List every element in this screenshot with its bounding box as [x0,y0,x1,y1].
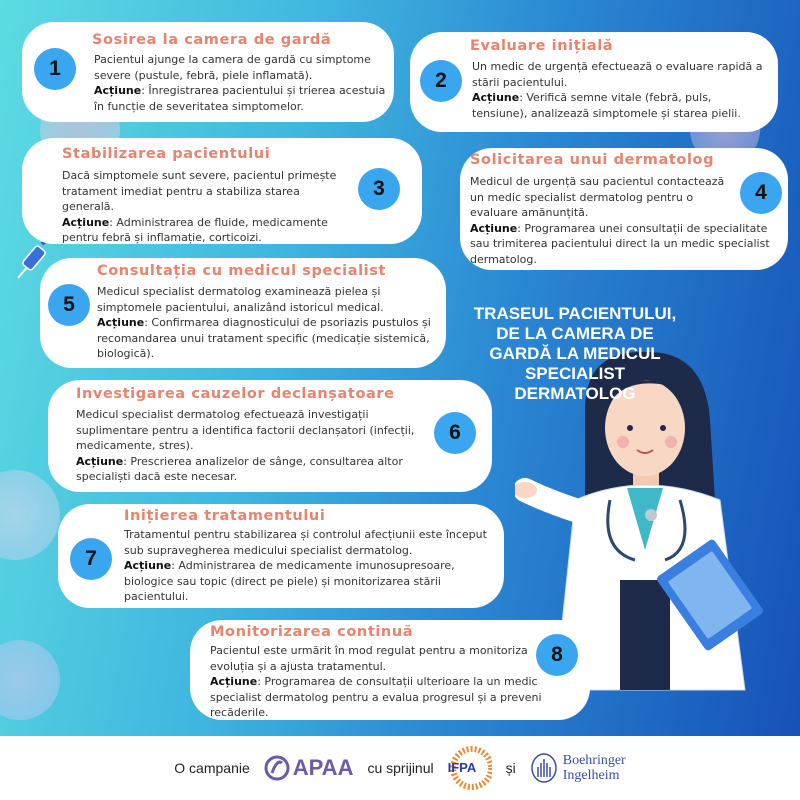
step-card-5 [40,258,446,368]
step-number-badge: 3 [358,168,400,210]
boehringer-logo-icon [530,753,558,783]
page-title: TRASEUL PACIENTULUI, DE LA CAMERA DE GARDĂ LA MEDICUL SPECIALIST DERMATOLOG [473,304,677,403]
step-title: Investigarea cauzelor declanșatoare [76,386,395,402]
step-title: Inițierea tratamentului [124,508,326,524]
step-title: Solicitarea unui dermatolog [470,152,715,168]
step-action: Programarea unei consultații de specialitate sau trimiterea pacientului direct la un medic specialist dermatolog. [470,221,770,266]
bi-logo-line1: Boehringer [562,753,626,768]
step-number-badge: 5 [48,284,90,326]
step-description: Dacă simptomele sunt severe, pacientul primește tratament imediat pentru a stabiliza starea generală. [62,169,337,213]
action-label: Acțiune [94,84,142,97]
step-title: Sosirea la camera de gardă [92,32,332,48]
action-label: Acțiune [470,221,518,235]
step-action: Programarea de consultații ulterioare la un medic specialist dermatolog pentru a evalua progresul și a preveni recăderile. [210,675,542,719]
step-card-8 [190,620,590,720]
step-number-badge: 6 [434,412,476,454]
step-body: Un medic de urgență efectuează o evaluare rapidă a stării pacientului. Acțiune: Verifică semne vitale (febră, puls, tensiune), analizează simptomele și starea pielii. [472,60,763,120]
boehringer-ingelheim-logo [530,753,626,783]
action-label: Acțiune [210,675,258,688]
footer [0,736,800,800]
campaign-text: O campanie [174,760,250,776]
ifpa-logo-text: IFPA [447,760,477,775]
step-card-7 [58,504,504,608]
step-body: Medicul specialist dermatolog examinează pielea și simptomele pacientului, analizând istoricul medical. Acțiune: Confirmarea diagnosticului de psoriazis pustulos și recomandarea unui tratament specific (medicație sistemică, biologică). [97,285,431,360]
step-description: Medicul de urgență sau pacientul contactează un medic specialist dermatolog pentru o evaluare amănunțită. [470,175,725,219]
step-card-6 [48,380,492,492]
step-body: Pacientul ajunge la camera de gardă cu simptome severe (pustule, febră, piele inflamată). Acțiune: Înregistrarea pacientului și trierea acestuia în funcție de severitatea simptomelor. [94,53,386,113]
step-action: Verifică semne vitale (febră, puls, tensiune), analizează simptomele și starea pielii. [472,91,741,120]
decorative-blob [0,470,60,560]
step-body: Tratamentul pentru stabilizarea și controlul afecțiunii este început sub supravegherea medicului specialist dermatolog. Acțiune: Administrarea de medicamente imunosupresoare, biologice sau topic (direct pe piele) și monitorizarea stării pacientului. [124,528,487,603]
step-action: Administrarea de medicamente imunosupresoare, biologice sau topic (direct pe piele) și monitorizarea stării pacientului. [124,559,455,603]
step-card-1 [22,22,394,122]
step-title: Evaluare inițială [470,38,614,54]
step-body: Medicul specialist dermatolog efectuează investigații suplimentare pentru a identifica factorii declanșatori (infecții, medicamente, stres). Acțiune: Prescrierea analizelor de sânge, consultarea altor specialiști dacă este necesar. [76,408,415,483]
bi-logo-line2: Ingelheim [562,768,620,783]
action-label: Acțiune [62,215,110,229]
step-description: Medicul specialist dermatolog examinează pielea și simptomele pacientului, analizând istoricul medical. [97,285,384,314]
step-card-2 [410,32,778,132]
step-title: Consultația cu medicul specialist [97,263,386,279]
step-body: Medicul de urgență sau pacientul contactează un medic specialist dermatolog pentru o evaluare amănunțită. Acțiune: Programarea unei consultații de specialitate sau trimiterea pacientului direct la un medic specialist dermatolog. [470,175,770,266]
step-action: Confirmarea diagnosticului de psoriazis pustulos și recomandarea unui tratament specific (medicație sistemică, biologică). [97,316,431,360]
step-title: Stabilizarea pacientului [62,146,271,162]
apaa-logo-icon [264,755,290,781]
step-title: Monitorizarea continuă [210,624,414,640]
apaa-logo-text: APAA [292,755,354,780]
action-label: Acțiune [97,316,145,329]
action-label: Acțiune [472,91,520,104]
step-action: Înregistrarea pacientului și trierea acestuia în funcție de severitatea simptomelor. [94,84,386,113]
step-description: Medicul specialist dermatolog efectuează investigații suplimentare pentru a identifica factorii declanșatori (infecții, medicamente, stres). [76,408,415,452]
step-body: Pacientul este urmărit în mod regulat pentru a monitoriza evoluția și a ajusta tratamentul. Acțiune: Programarea de consultații ulterioare la un medic specialist dermatolog pentru a evalua progresul și a preveni recăderile. [210,644,542,719]
step-description: Pacientul este urmărit în mod regulat pentru a monitoriza evoluția și a ajusta tratamentul. [210,644,528,673]
apaa-logo [264,755,354,781]
action-label: Acțiune [76,454,124,468]
support-text: cu sprijinul [367,760,434,776]
step-body: Dacă simptomele sunt severe, pacientul primește tratament imediat pentru a stabiliza starea generală. Acțiune: Administrarea de fluide, medicamente pentru febră și inflamație, corticoizi. [62,169,337,244]
step-description: Pacientul ajunge la camera de gardă cu simptome severe (pustule, febră, piele inflamată). [94,53,371,82]
and-text: și [505,760,516,776]
decorative-blob [0,640,60,720]
step-number-badge: 4 [740,172,782,214]
ifpa-logo [448,746,492,790]
step-description: Tratamentul pentru stabilizarea și controlul afecțiunii este început sub supravegherea medicului specialist dermatolog. [124,528,487,557]
step-action: Administrarea de fluide, medicamente pentru febră și inflamație, corticoizi. [62,215,328,244]
step-card-3 [22,138,422,244]
step-card-4 [460,148,788,270]
step-number-badge: 8 [536,634,578,676]
step-action: Prescrierea analizelor de sânge, consultarea altor specialiști dacă este necesar. [76,454,403,483]
action-label: Acțiune [124,559,172,572]
step-number-badge: 2 [420,60,462,102]
step-number-badge: 7 [70,538,112,580]
step-number-badge: 1 [34,48,76,90]
step-description: Un medic de urgență efectuează o evaluare rapidă a stării pacientului. [472,60,763,89]
